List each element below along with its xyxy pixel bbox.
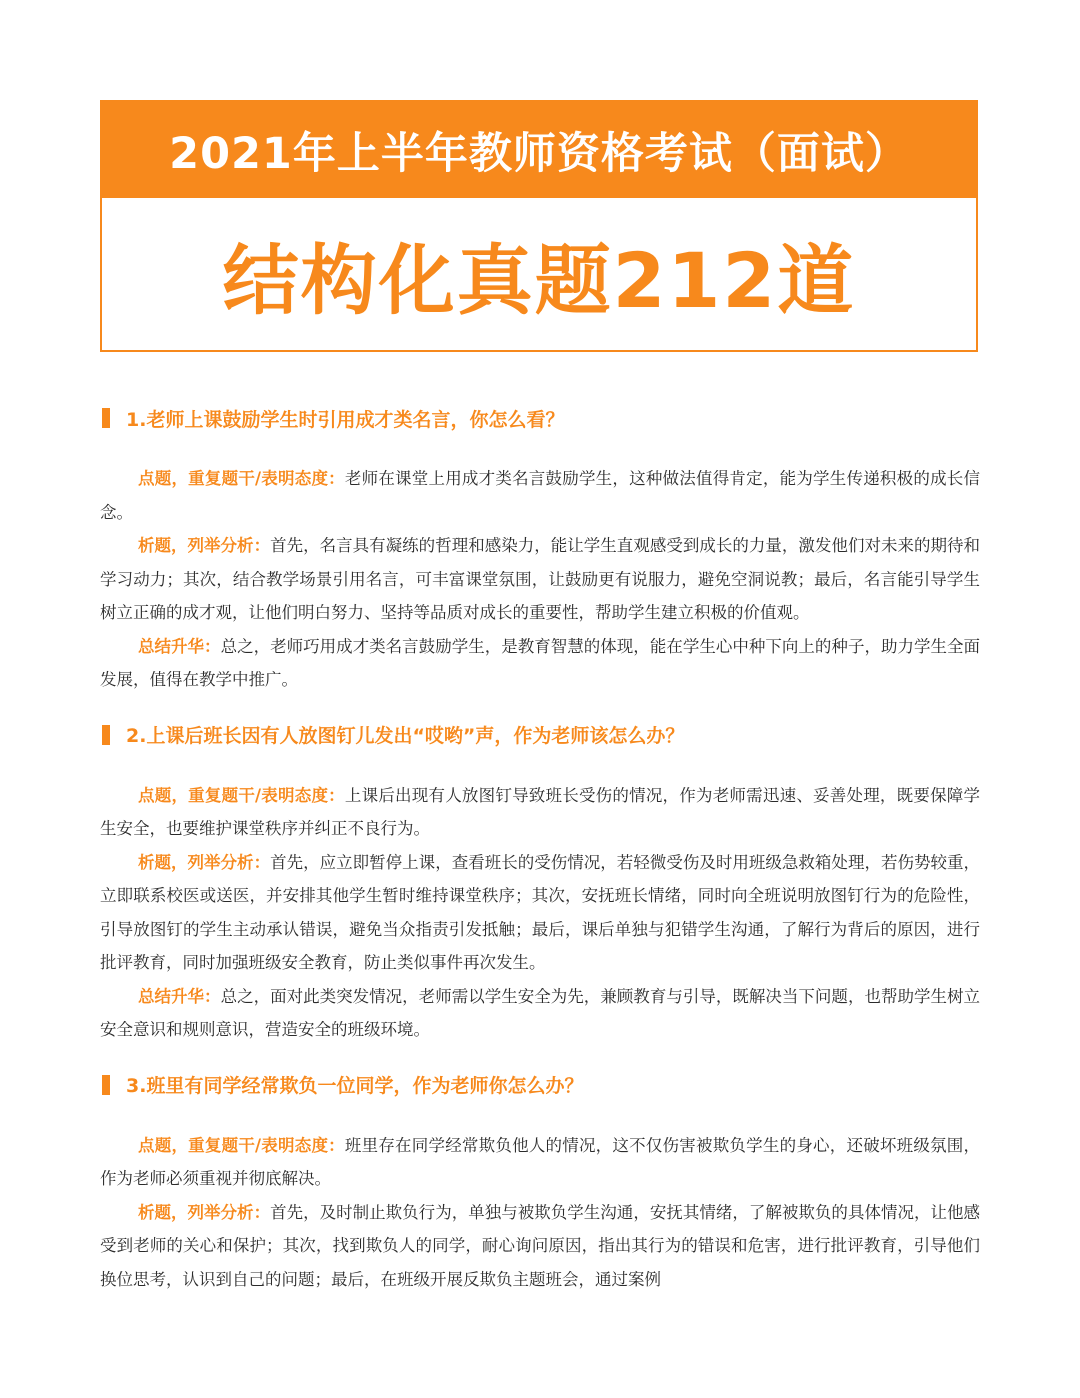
paragraph-label: 总结升华： [138, 986, 221, 1006]
answer-paragraph [100, 846, 980, 980]
question-title: 2.上课后班长因有人放图钉儿发出“哎哟”声，作为老师该怎么办？ [126, 725, 685, 747]
question-section-1 [100, 398, 980, 697]
title-box [100, 100, 978, 352]
paragraph-label: 总结升华： [138, 636, 221, 656]
answer-paragraph [100, 1129, 980, 1196]
paragraph-text: 首先，及时制止欺负行为，单独与被欺负学生沟通，安抚其情绪，了解被欺负的具体情况，让他感受到老师的关心和保护；其次，找到欺负人的同学，耐心询问原因，指出其行为的错误和危害，进行批评教育，引导他们换位思考，认识到自己的问题；最后，在班级开展反欺负主题班会，通过案例 [100, 1202, 981, 1289]
question-section-2 [100, 715, 980, 1047]
paragraph-label: 点题，重复题干/表明态度： [138, 469, 345, 488]
answer-paragraph [100, 779, 980, 846]
heading-bar-icon [102, 1075, 110, 1095]
answer-paragraph [100, 529, 980, 630]
question-heading [100, 1065, 980, 1105]
question-section-3 [100, 1065, 980, 1297]
title-line-1: 2021年上半年教师资格考试（面试） [169, 128, 909, 179]
paragraph-text: 首先，应立即暂停上课，查看班长的受伤情况，若轻微受伤及时用班级急救箱处理，若伤势较重，立即联系校医或送医，并安排其他学生暂时维持课堂秩序；其次，安抚班长情绪，同时向全班说明放图钉行为的危险性，引导放图钉的学生主动承认错误，避免当众指责引发抵触；最后，课后单独与犯错学生沟通，了解行为背后的原因，进行批评教育，同时加强班级安全教育，防止类似事件再次发生。 [100, 852, 981, 972]
heading-bar-icon [102, 725, 110, 745]
answer-paragraph [100, 630, 980, 697]
paragraph-label: 析题，列举分析： [138, 1202, 271, 1222]
paragraph-text: 班里存在同学经常欺负他人的情况，这不仅伤害被欺负学生的身心，还破坏班级氛围，作为老师必须重视并彻底解决。 [100, 1135, 981, 1188]
answer-paragraph [100, 462, 980, 529]
paragraph-label: 点题，重复题干/表明态度： [138, 785, 345, 805]
paragraph-text: 老师在课堂上用成才类名言鼓励学生，这种做法值得肯定，能为学生传递积极的成长信念。 [100, 469, 981, 522]
question-title: 1.老师上课鼓励学生时引用成才类名言，你怎么看？ [126, 408, 565, 431]
question-title: 3.班里有同学经常欺负一位同学，作为老师你怎么办？ [126, 1075, 584, 1097]
title-line-2: 结构化真题212道 [222, 235, 856, 325]
paragraph-text: 总之，老师巧用成才类名言鼓励学生，是教育智慧的体现，能在学生心中种下向上的种子，助力学生全面发展，值得在教学中推广。 [100, 636, 981, 689]
paragraph-text: 上课后出现有人放图钉导致班长受伤的情况，作为老师需迅速、妥善处理，既要保障学生安全，也要维护课堂秩序并纠正不良行为。 [100, 785, 981, 838]
question-heading [100, 715, 980, 755]
paragraph-label: 析题，列举分析： [138, 852, 271, 872]
heading-bar-icon [102, 408, 110, 428]
paragraph-label: 点题，重复题干/表明态度： [138, 1135, 345, 1155]
question-heading [100, 398, 980, 438]
title-subheading-area [102, 198, 976, 350]
paragraph-text: 总之，面对此类突发情况，老师需以学生安全为先，兼顾教育与引导，既解决当下问题，也帮助学生树立安全意识和规则意识，营造安全的班级环境。 [100, 986, 981, 1039]
paragraph-text: 首先，名言具有凝练的哲理和感染力，能让学生直观感受到成长的力量，激发他们对未来的期待和学习动力；其次，结合教学场景引用名言，可丰富课堂氛围，让鼓励更有说服力，避免空洞说教；最后，名言能引导学生树立正确的成才观，让他们明白努力、坚持等品质对成长的重要性，帮助学生建立积极的价值观。 [100, 536, 981, 622]
answer-paragraph [100, 1196, 980, 1297]
document-body [100, 398, 980, 1314]
title-banner [102, 102, 976, 198]
answer-paragraph [100, 980, 980, 1047]
paragraph-label: 析题，列举分析： [138, 536, 271, 555]
